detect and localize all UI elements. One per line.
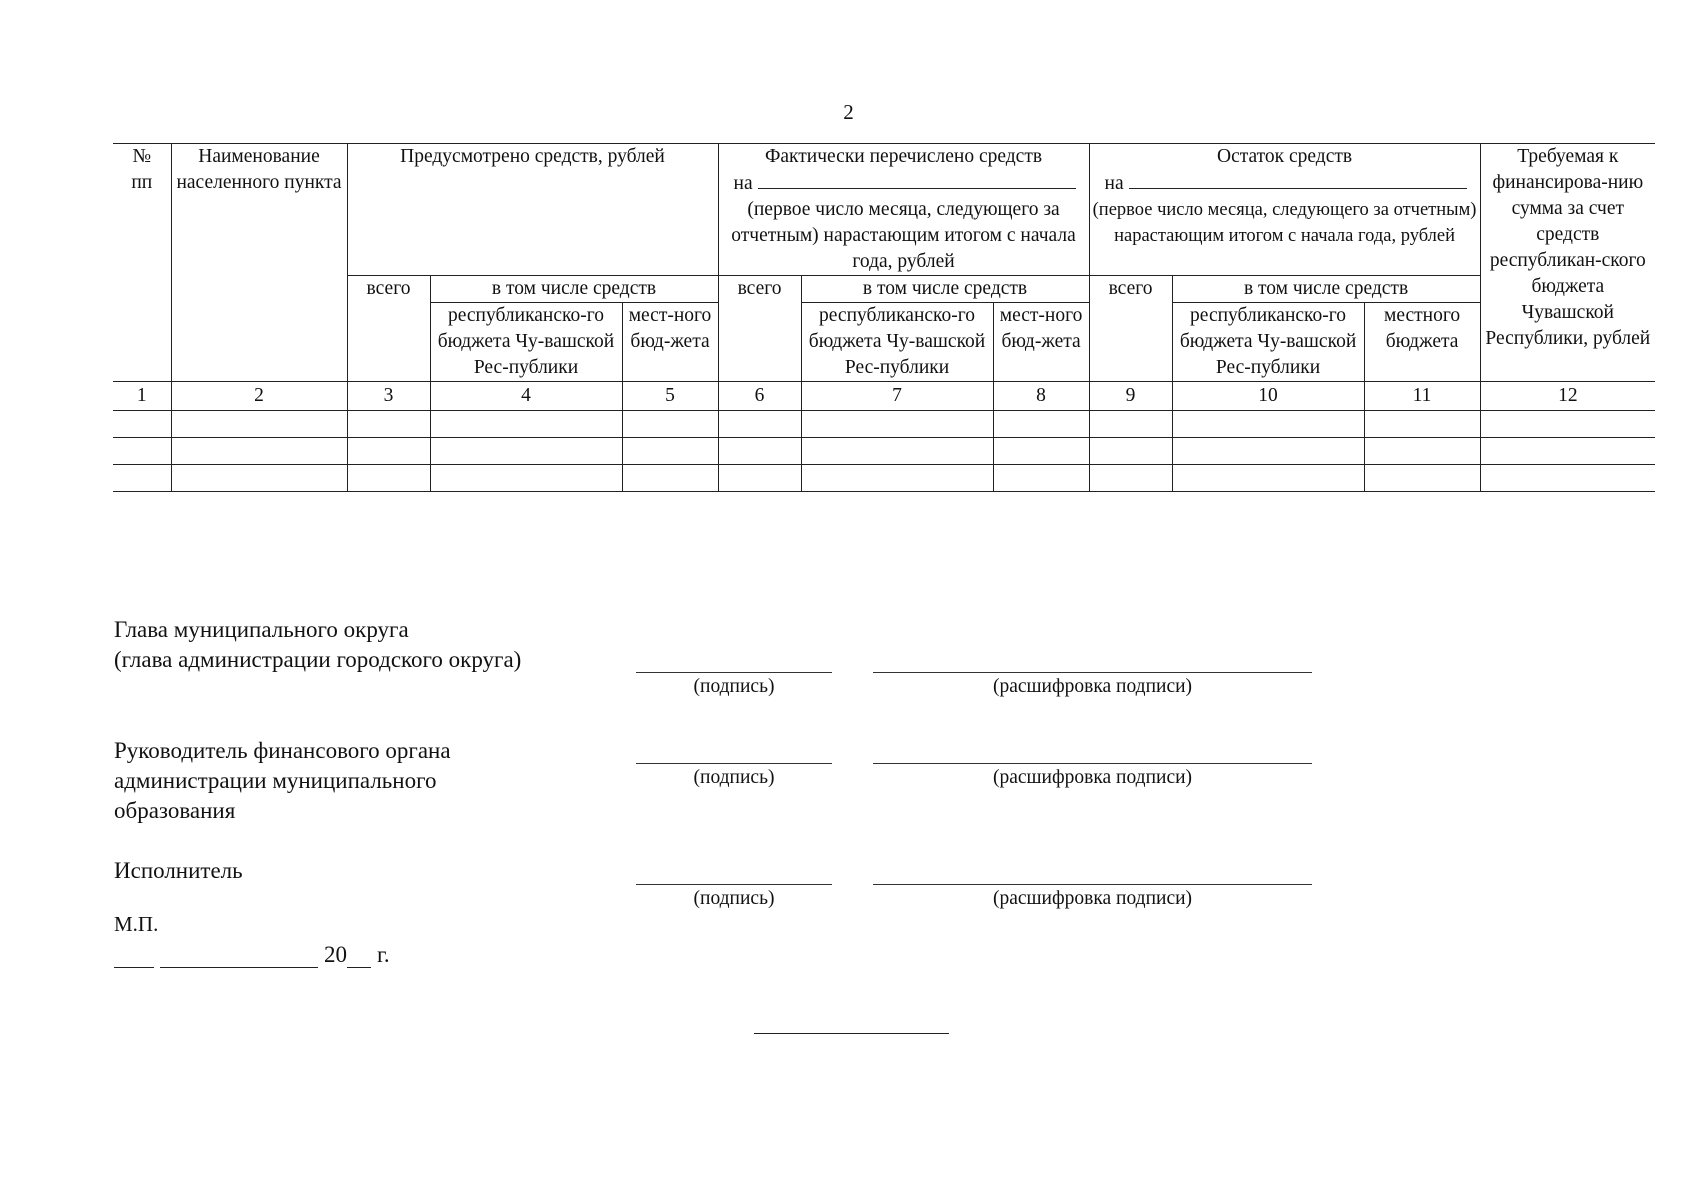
table-cell[interactable] <box>622 438 718 465</box>
col-number: 6 <box>718 382 801 411</box>
signature-decode-line[interactable] <box>873 763 1312 764</box>
table-cell[interactable] <box>1480 411 1655 438</box>
table-cell[interactable] <box>801 438 993 465</box>
actual-total-header: всего <box>718 276 801 382</box>
planned-total-header: всего <box>347 276 430 382</box>
table-cell[interactable] <box>113 465 171 492</box>
day-blank[interactable] <box>114 945 154 968</box>
col-number: 1 <box>113 382 171 411</box>
balance-na-label: на <box>1104 173 1124 194</box>
signature-decode-line[interactable] <box>873 884 1312 885</box>
col-number: 3 <box>347 382 430 411</box>
table-cell[interactable] <box>430 465 622 492</box>
year-blank[interactable] <box>347 945 371 968</box>
table-cell[interactable] <box>718 465 801 492</box>
signature-decode-caption: (расшифровка подписи) <box>992 767 1193 788</box>
table-cell[interactable] <box>1172 465 1364 492</box>
date-line <box>114 942 390 968</box>
column-number-row <box>113 382 1655 411</box>
actual-rep-header: республиканско-го бюджета Чу-вашской Рес-публики <box>801 303 993 382</box>
signature-line[interactable] <box>636 763 832 764</box>
table-cell[interactable] <box>993 438 1089 465</box>
planned-header: Предусмотрено средств, рублей <box>347 144 718 276</box>
col-no-header: № пп <box>113 144 171 382</box>
col-number: 9 <box>1089 382 1172 411</box>
table-cell[interactable] <box>718 411 801 438</box>
actual-header-title: Фактически перечислено средств <box>764 146 1043 167</box>
table-cell[interactable] <box>171 465 347 492</box>
table-cell[interactable] <box>801 411 993 438</box>
balance-header <box>1089 144 1480 276</box>
table-cell[interactable] <box>1364 438 1480 465</box>
planned-local-header: мест-ного бюд-жета <box>622 303 718 382</box>
table-cell[interactable] <box>993 465 1089 492</box>
table-cell[interactable] <box>718 438 801 465</box>
actual-header-suffix: (первое число месяца, следующего за отчетным) нарастающим итогом с начала года, рублей <box>731 199 1076 272</box>
head-of-district-label: Глава муниципального округа (глава администрации городского округа) <box>114 617 522 672</box>
table-cell[interactable] <box>1480 438 1655 465</box>
signature-decode-caption: (расшифровка подписи) <box>992 676 1193 697</box>
actual-local-header: мест-ного бюд-жета <box>993 303 1089 382</box>
col-number: 10 <box>1172 382 1364 411</box>
balance-rep-header: республиканско-го бюджета Чу-вашской Рес-публики <box>1172 303 1364 382</box>
table-cell[interactable] <box>622 411 718 438</box>
balance-local-header: местного бюджета <box>1364 303 1480 382</box>
table-cell[interactable] <box>1364 465 1480 492</box>
signature-caption: (подпись) <box>693 888 775 909</box>
table-cell[interactable] <box>1172 438 1364 465</box>
report-table <box>113 143 1655 492</box>
signature-decode-caption: (расшифровка подписи) <box>992 888 1193 909</box>
actual-incl-header: в том числе средств <box>801 276 1089 303</box>
col-number: 11 <box>1364 382 1480 411</box>
col-number: 5 <box>622 382 718 411</box>
balance-incl-header: в том числе средств <box>1172 276 1480 303</box>
table-cell[interactable] <box>347 438 430 465</box>
balance-date-blank <box>1129 170 1467 189</box>
signature-caption: (подпись) <box>693 767 775 788</box>
month-blank[interactable] <box>160 945 318 968</box>
table-row <box>113 465 1655 492</box>
table-cell[interactable] <box>347 411 430 438</box>
header-row-1 <box>113 144 1655 276</box>
table-cell[interactable] <box>347 465 430 492</box>
balance-header-suffix: (первое число месяца, следующего за отчетным) нарастающим итогом с начала года, рублей <box>1092 200 1477 246</box>
table-row <box>113 438 1655 465</box>
balance-header-title: Остаток средств <box>1216 146 1353 167</box>
signature-line[interactable] <box>636 672 832 673</box>
stamp-placeholder: М.П. <box>114 912 159 936</box>
table-cell[interactable] <box>171 438 347 465</box>
required-header: Требуемая к финансирова-нию сумма за счет средств республикан-ского бюджета Чувашской Республики, рублей <box>1480 144 1655 382</box>
actual-header <box>718 144 1089 276</box>
table-cell[interactable] <box>113 438 171 465</box>
signature-line[interactable] <box>636 884 832 885</box>
table-cell[interactable] <box>430 411 622 438</box>
table-cell[interactable] <box>1089 438 1172 465</box>
table-cell[interactable] <box>1480 465 1655 492</box>
table-cell[interactable] <box>801 465 993 492</box>
signature-decode-line[interactable] <box>873 672 1312 673</box>
col-name-header: Наименование населенного пункта <box>171 144 347 382</box>
table-cell[interactable] <box>622 465 718 492</box>
end-separator-line <box>754 1033 949 1034</box>
year-prefix: 20 <box>324 942 347 967</box>
table-cell[interactable] <box>993 411 1089 438</box>
executor-label: Исполнитель <box>114 858 243 883</box>
planned-rep-header: республиканско-го бюджета Чу-вашской Рес-публики <box>430 303 622 382</box>
table-cell[interactable] <box>1364 411 1480 438</box>
table-cell[interactable] <box>430 438 622 465</box>
table-cell[interactable] <box>1172 411 1364 438</box>
balance-total-header: всего <box>1089 276 1172 382</box>
col-number: 8 <box>993 382 1089 411</box>
table-cell[interactable] <box>1089 465 1172 492</box>
actual-date-blank <box>758 170 1076 189</box>
actual-na-label: на <box>733 173 753 194</box>
table-cell[interactable] <box>171 411 347 438</box>
col-number: 2 <box>171 382 347 411</box>
col-number: 7 <box>801 382 993 411</box>
planned-incl-header: в том числе средств <box>430 276 718 303</box>
finance-head-label: Руководитель финансового органа администрации муниципального образования <box>114 738 451 823</box>
table-cell[interactable] <box>113 411 171 438</box>
col-number: 4 <box>430 382 622 411</box>
page-number: 2 <box>843 100 854 124</box>
year-suffix: г. <box>377 942 390 967</box>
signature-caption: (подпись) <box>693 676 775 697</box>
table-cell[interactable] <box>1089 411 1172 438</box>
col-number: 12 <box>1480 382 1655 411</box>
table-row <box>113 411 1655 438</box>
